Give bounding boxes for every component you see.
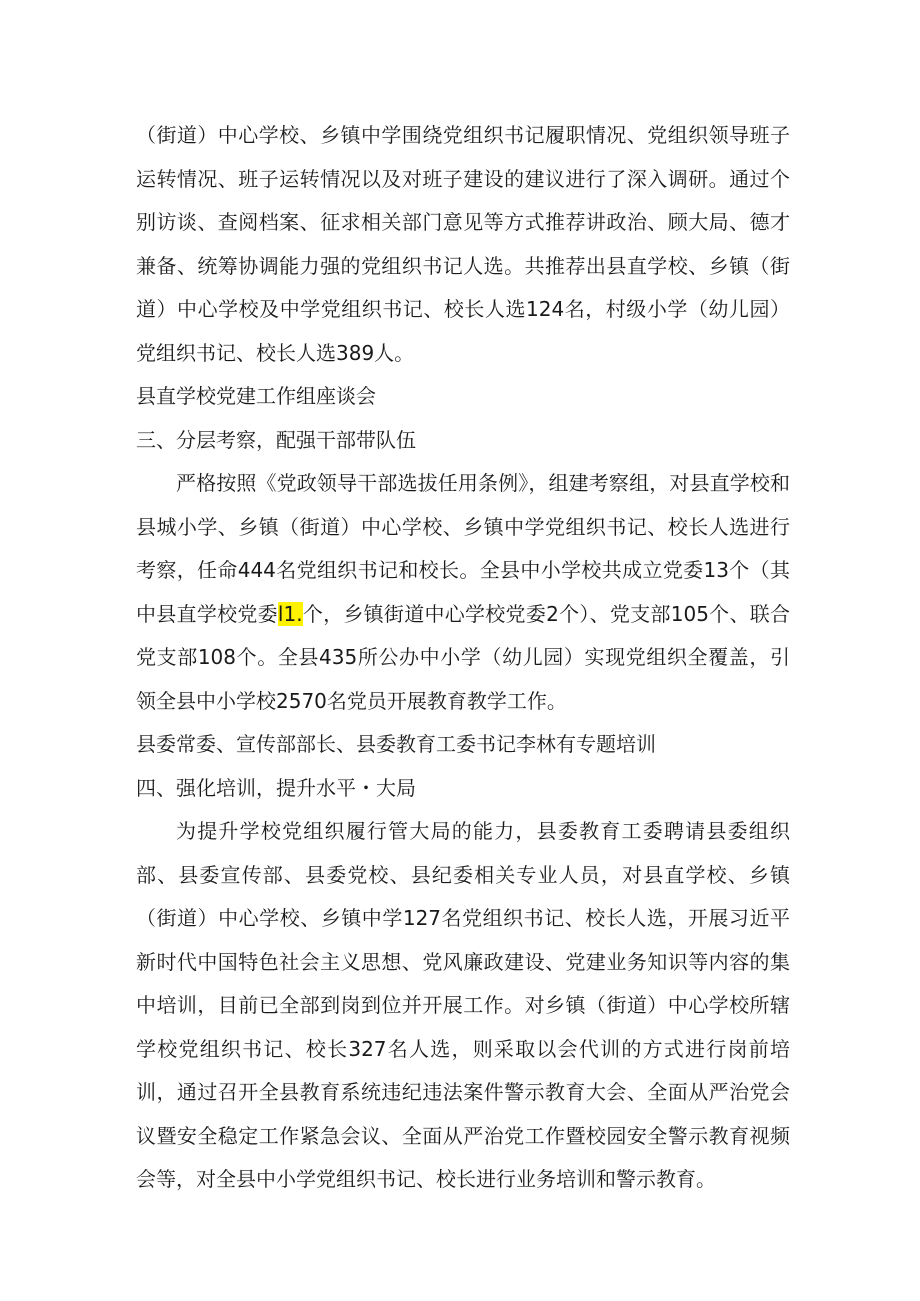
paragraph-recommendation: （街道）中心学校、乡镇中学围绕党组织书记履职情况、党组织领导班子运转情况、班子运转情况以及对班子建设的建议进行了深入调研。通过个别访谈、查阅档案、征求相关部门意见等方式推荐讲政治、顾大局、德才兼备、统筹协调能力强的党组织书记人选。共推荐出县直学校、乡镇（街道）中心学校及中学党组织书记、校长人选124名，村级小学（幼儿园）党组织书记、校长人选389人。 [136, 123, 790, 365]
photo-caption-symposium: 县直学校党建工作组座谈会 [136, 384, 376, 408]
section-heading-3: 三、分层考察，配强干部带队伍 [136, 427, 416, 452]
photo-caption-training: 县委常委、宣传部部长、县委教育工委书记李林有专题培训 [136, 732, 656, 756]
document-body [136, 114, 790, 1202]
paragraph-inspection-text-1: 严格按照《党政领导干部选拔任用条例》，组建考察组，对县直学校和县城小学、乡镇（街道）中心学校、乡镇中学党组织书记、校长人选进行考察，任命444名党组织书记和校长。全县中小学校共成立党委13个（其中县直学校党委 [136, 471, 790, 626]
section-heading-4: 四、强化培训，提升水平・大局 [136, 775, 416, 800]
paragraph-training: 为提升学校党组织履行管大局的能力，县委教育工委聘请县委组织部、县委宣传部、县委党校、县纪委相关专业人员，对县直学校、乡镇（街道）中心学校、乡镇中学127名党组织书记、校长人选，开展习近平新时代中国特色社会主义思想、党风廉政建设、党建业务知识等内容的集中培训，目前已全部到岗到位并开展工作。对乡镇（街道）中心学校所辖学校党组织书记、校长327名人选，则采取以会代训的方式进行岗前培训，通过召开全县教育系统违纪违法案件警示教育大会、全面从严治党会议暨安全稳定工作紧急会议、全面从严治党工作暨校园安全警示教育视频会等，对全县中小学党组织书记、校长进行业务培训和警示教育。 [136, 819, 790, 1191]
paragraph-inspection-text-2: 个，乡镇街道中心学校党委2个）、党支部105个、联合党支部108个。全县435所公办中小学（幼儿园）实现党组织全覆盖，引领全县中小学校2570名党员开展教育教学工作。 [136, 601, 791, 713]
highlighted-text: l1. [277, 601, 303, 626]
paragraph-inspection [136, 462, 790, 723]
